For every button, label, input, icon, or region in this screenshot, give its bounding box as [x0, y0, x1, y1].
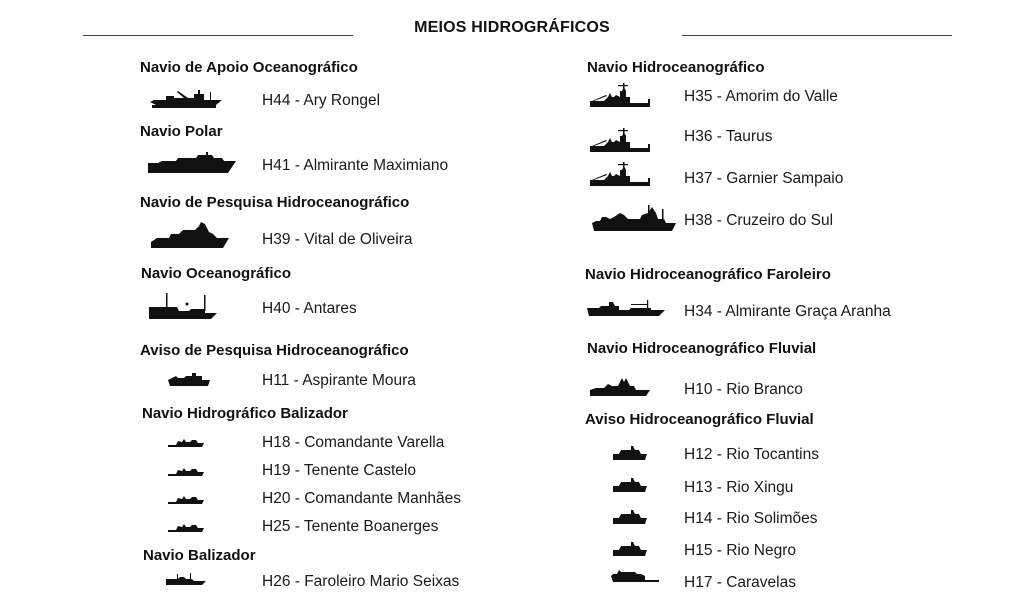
ship-label: H14 - Rio Solimões [684, 510, 818, 527]
ship-icon [611, 568, 659, 586]
ship-icon [590, 128, 652, 154]
ship-icon [613, 508, 647, 526]
ship-label: H19 - Tenente Castelo [262, 462, 416, 479]
ship-label: H44 - Ary Rongel [262, 92, 381, 109]
ship-label: H34 - Almirante Graça Aranha [684, 303, 891, 320]
category-heading: Aviso Hidroceanográfico Fluvial [585, 411, 814, 428]
category-heading: Navio Hidroceanográfico Fluvial [587, 340, 817, 357]
category-heading: Navio Balizador [143, 547, 256, 564]
ship-label: H12 - Rio Tocantins [684, 446, 819, 463]
ship-label: H37 - Garnier Sampaio [684, 170, 844, 187]
ship-label: H18 - Comandante Varella [262, 434, 445, 451]
ship-icon [149, 220, 229, 250]
ship-label: H17 - Caravelas [684, 574, 796, 591]
ship-label: H40 - Antares [262, 300, 357, 317]
ship-label: H38 - Cruzeiro do Sul [684, 212, 834, 229]
category-heading: Navio Oceanográfico [141, 265, 292, 282]
ship-label: H39 - Vital de Oliveira [262, 231, 413, 248]
ship-label: H13 - Rio Xingu [684, 479, 794, 496]
ship-icon [590, 162, 652, 188]
page-title: MEIOS HIDROGRÁFICOS [414, 19, 610, 36]
ship-icon [150, 88, 222, 110]
ship-icon [168, 466, 204, 478]
category-heading: Navio Hidroceanográfico [587, 59, 765, 76]
ship-label: H11 - Aspirante Moura [262, 372, 416, 389]
ship-label: H36 - Taurus [684, 128, 773, 145]
ship-label: H35 - Amorim do Valle [684, 88, 838, 105]
ship-icon [587, 298, 665, 318]
title-rule-right [682, 35, 952, 36]
category-heading: Navio Hidrográfico Balizador [142, 405, 348, 422]
ship-icon [168, 372, 210, 388]
ship-icon [590, 83, 652, 109]
ship-icon [592, 203, 676, 233]
ship-icon [613, 444, 647, 462]
ship-icon [613, 476, 647, 494]
ship-label: H26 - Faroleiro Mario Seixas [262, 573, 460, 590]
ship-label: H20 - Comandante Manhães [262, 490, 462, 507]
ship-icon [613, 540, 647, 558]
ship-icon [590, 374, 652, 398]
ship-icon [148, 151, 236, 175]
ship-label: H15 - Rio Negro [684, 542, 796, 559]
ship-icon [168, 494, 204, 506]
category-heading: Navio Polar [140, 123, 223, 140]
category-heading: Navio de Apoio Oceanográfico [140, 59, 358, 76]
ship-label: H25 - Tenente Boanerges [262, 518, 439, 535]
category-heading: Navio Hidroceanográfico Faroleiro [585, 266, 831, 283]
ship-label: H10 - Rio Branco [684, 381, 803, 398]
ship-icon [168, 522, 204, 534]
category-heading: Aviso de Pesquisa Hidroceanográfico [140, 342, 409, 359]
ship-icon [149, 291, 219, 321]
ship-icon [166, 571, 206, 587]
ship-label: H41 - Almirante Maximiano [262, 157, 449, 174]
category-heading: Navio de Pesquisa Hidroceanográfico [140, 194, 410, 211]
ship-icon [168, 437, 204, 449]
